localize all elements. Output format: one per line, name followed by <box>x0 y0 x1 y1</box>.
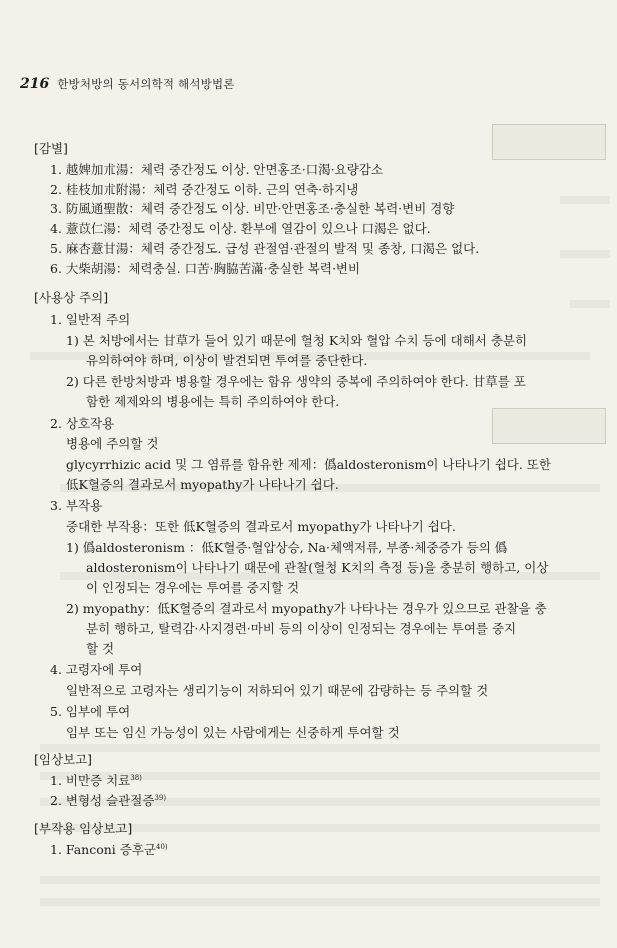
paragraph-line: 일반적으로 고령자는 생리기능이 저하되어 있기 때문에 감량하는 등 주의할 것 <box>66 683 489 698</box>
paragraph-line: 병용에 주의할 것 <box>66 436 159 451</box>
list-item: 3. 防風通聖散：체력 중간정도 이상. 비만·안면홍조·충실한 복력·변비 경향 <box>50 201 455 216</box>
paragraph-line: 할 것 <box>86 641 115 656</box>
list-item: 6. 大柴胡湯：체력충실. 口苦·胸脇苦滿·충실한 복력·변비 <box>50 261 361 276</box>
page-number: 216 <box>20 76 50 92</box>
section-title-precautions: [사용상 주의] <box>34 290 109 305</box>
bleed-through-box-2 <box>492 408 606 444</box>
paragraph-line: 이 인정되는 경우에는 투여를 중지할 것 <box>86 580 300 595</box>
paragraph-line: aldosteronism이 나타나기 때문에 관찰(혈청 K치의 측정 등)을 충분히 행하고, 이상 <box>86 560 549 575</box>
section-title-differential: [감별] <box>34 141 68 156</box>
bleed-through-line <box>40 876 600 884</box>
bleed-through-box-1 <box>492 124 606 160</box>
paragraph-line: 低K혈증의 결과로서 myopathy가 나타나기 쉽다. <box>66 477 339 492</box>
bleed-through-line <box>40 898 600 906</box>
list-item-text: 2. 변형성 슬관절증 <box>50 793 155 808</box>
subheading: 1. 일반적 주의 <box>50 312 131 327</box>
reference-number: 40) <box>156 842 168 851</box>
bleed-through-line <box>560 250 610 258</box>
section-title-adverse-reports: [부작용 임상보고] <box>34 821 133 836</box>
paragraph-line: 2) 다른 한방처방과 병용할 경우에는 함유 생약의 중복에 주의하여야 한다. 甘草를 포 <box>66 374 526 389</box>
list-item-text: 1. 비만증 치료 <box>50 773 131 788</box>
list-item <box>50 773 142 789</box>
list-item: 4. 薏苡仁湯：체력 중간정도 이상. 환부에 열감이 있으나 口渴은 없다. <box>50 221 431 236</box>
section-title-clinical-reports: [임상보고] <box>34 752 93 767</box>
paragraph-line: 분히 행하고, 탈력감·사지경련·마비 등의 이상이 인정되는 경우에는 투여를 중지 <box>86 621 517 636</box>
bleed-through-line <box>570 300 610 308</box>
page-header <box>20 76 235 92</box>
paragraph-line: 중대한 부작용：또한 低K혈증의 결과로서 myopathy가 나타나기 쉽다. <box>66 519 456 534</box>
list-item: 5. 麻杏薏甘湯：체력 중간정도. 급성 관절염·관절의 발적 및 종창, 口渴은 없다. <box>50 241 480 256</box>
list-item: 1. 越婢加朮湯：체력 중간정도 이상. 안면홍조·口渴·요량감소 <box>50 162 383 177</box>
bleed-through-line <box>560 196 610 204</box>
subheading: 3. 부작용 <box>50 498 103 513</box>
subheading: 5. 임부에 투여 <box>50 704 131 719</box>
bleed-through-line <box>40 744 600 752</box>
subheading: 4. 고령자에 투여 <box>50 662 143 677</box>
list-item-text: 1. Fanconi 증후군 <box>50 842 157 857</box>
paragraph-line: glycyrrhizic acid 및 그 염류를 함유한 제제：僞aldosteronism이 나타나기 쉽다. 또한 <box>66 457 551 472</box>
running-title: 한방처방의 동서의학적 해석방법론 <box>57 77 235 91</box>
paragraph-line: 함한 제제와의 병용에는 특히 주의하여야 한다. <box>86 394 340 409</box>
paragraph-line: 2) myopathy：低K혈증의 결과로서 myopathy가 나타나는 경우가 있으므로 관찰을 충 <box>66 601 547 616</box>
reference-number: 38) <box>130 773 142 782</box>
reference-number: 39) <box>154 793 167 802</box>
list-item: 2. 桂枝加朮附湯：체력 중간정도 이하. 근의 연축·하지냉 <box>50 182 359 197</box>
list-item <box>50 793 166 809</box>
subheading: 2. 상호작용 <box>50 416 115 431</box>
list-item <box>50 842 168 858</box>
paragraph-line: 1) 僞aldosteronism ：低K혈증·혈압상승, Na·체액저류, 부종·체중증가 등의 僞 <box>66 540 508 555</box>
paragraph-line: 임부 또는 임신 가능성이 있는 사람에게는 신중하게 투여할 것 <box>66 725 400 740</box>
paragraph-line: 유의하여야 하며, 이상이 발견되면 투여를 중단한다. <box>86 353 368 368</box>
paragraph-line: 1) 본 처방에서는 甘草가 들어 있기 때문에 혈청 K치와 혈압 수치 등에 대해서 충분히 <box>66 333 528 348</box>
